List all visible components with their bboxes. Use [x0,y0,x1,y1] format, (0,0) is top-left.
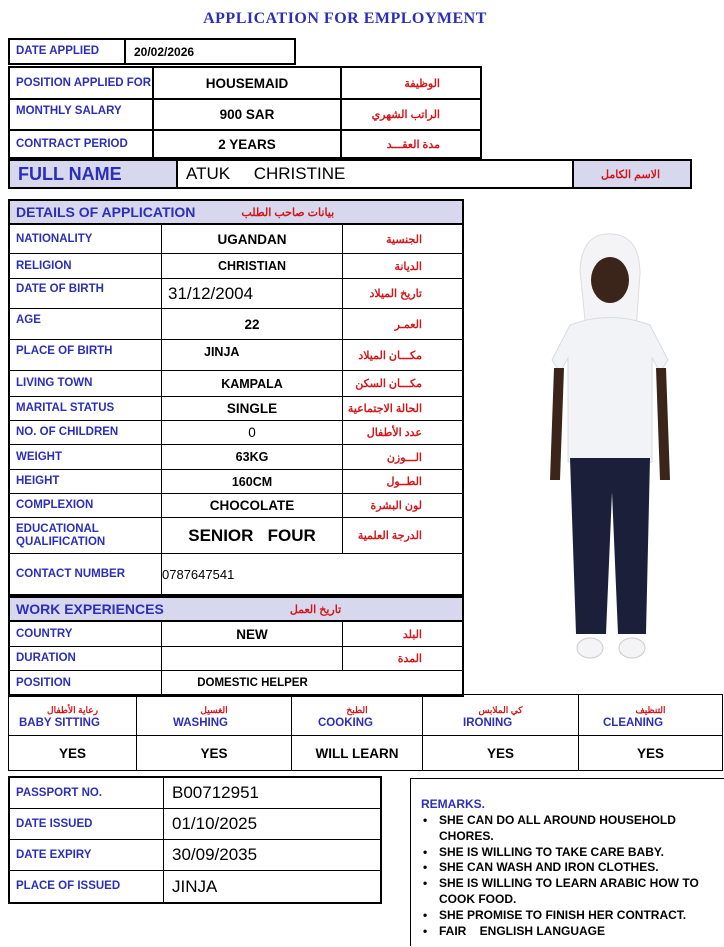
nationality-value: UGANDAN [162,225,343,253]
details-heading [8,199,464,225]
contract-value: 2 YEARS [152,129,342,159]
skill-value: YES [137,736,292,770]
children-arabic: عدد الأطفال [366,427,422,439]
dob-arabic: تاريخ الميلاد [369,288,422,300]
work-heading [8,596,464,622]
skill-value: YES [423,736,579,770]
full-name-label: FULL NAME [8,159,178,189]
age-arabic: العمـر [394,318,422,331]
date-applied-value: 20/02/2026 [124,38,296,65]
table-row [10,494,462,518]
height-label: HEIGHT [10,470,162,493]
details-heading-arabic: بيانات صاحب الطلب [241,206,335,219]
date-expiry-value: 30/09/2035 [172,845,258,864]
dob-value: 31/12/2004 [162,279,343,308]
contact-label: CONTACT NUMBER [10,554,162,594]
dob-label: DATE OF BIRTH [10,279,162,308]
contract-label: CONTRACT PERIOD [8,129,154,159]
living-town-arabic: مكـــان السكن [355,378,422,390]
table-row [10,397,462,421]
contact-value: 0787647541 [162,566,235,582]
date-expiry-label: DATE EXPIRY [10,840,164,870]
table-row [10,279,462,309]
table-row [10,421,462,445]
table-row [10,840,380,871]
nationality-label: NATIONALITY [10,225,162,253]
table-row [10,554,462,594]
place-issued-label: PLACE OF ISSUED [10,871,164,902]
table-row [10,871,380,902]
list-item: • SHE PROMISE TO FINISH HER CONTRACT. [421,908,724,924]
children-value: 0 [162,421,343,444]
skill-value: YES [636,745,664,761]
skill-label: COOKING [318,717,373,729]
living-town-label: LIVING TOWN [10,371,162,396]
contract-arabic: مدة العقـــد [340,129,482,159]
height-value: 160CM [162,470,343,493]
table-row [10,518,462,554]
height-arabic: الطــول [386,476,422,488]
remarks-list [421,813,724,939]
religion-arabic: الديانة [394,260,422,273]
marital-status-label: MARITAL STATUS [10,397,162,420]
duration-value [162,647,343,670]
place-of-birth-label: PLACE OF BIRTH [10,340,162,370]
complexion-arabic: لون البشرة [370,500,422,512]
passport-no-value: B00712951 [172,783,259,802]
list-item: • SHE IS WILLING TO TAKE CARE BABY. [421,845,724,861]
salary-label: MONTHLY SALARY [8,98,154,131]
remarks-title: REMARKS. [421,797,486,811]
skill-header [9,695,137,735]
skill-header [579,695,722,735]
list-item: • FAIR ENGLISH LANGUAGE [421,924,724,940]
work-position-value: DOMESTIC HELPER [197,677,308,689]
weight-label: WEIGHT [10,445,162,469]
skill-arabic: رعاية الأطفال [47,705,98,715]
living-town-value: KAMPALA [162,371,343,396]
complexion-value: CHOCOLATE [162,494,343,517]
table-row [10,340,462,371]
table-row [10,309,462,340]
list-item: • SHE IS WILLING TO LEARN ARABIC HOW TO COOK FOOD. [421,876,724,908]
duration-label: DURATION [10,647,162,670]
page-title: APPLICATION FOR EMPLOYMENT [203,10,487,27]
skill-label: CLEANING [603,717,664,729]
position-value: HOUSEMAID [152,66,342,100]
nationality-arabic: الجنسية [386,233,422,246]
person-photo-icon [530,230,690,670]
skill-header [292,695,423,735]
duration-arabic: المدة [397,653,422,665]
table-row [10,671,462,695]
details-table [8,223,464,596]
education-value: SENIOR FOUR [162,518,343,553]
table-row [10,445,462,470]
skill-value: WILL LEARN [292,736,423,770]
work-table [8,620,464,697]
children-label: NO. OF CHILDREN [10,421,162,444]
education-label: EDUCATIONAL QUALIFICATION [10,518,162,553]
religion-label: RELIGION [10,254,162,278]
work-position-label: POSITION [10,671,162,695]
skill-label: IRONING [463,717,513,729]
list-item: • SHE CAN WASH AND IRON CLOTHES. [421,860,724,876]
skills-table [8,694,723,771]
skill-label: BABY SITTING [19,717,100,729]
date-applied-label: DATE APPLIED [8,38,126,65]
age-value: 22 [162,309,343,339]
table-row [10,647,462,671]
place-of-birth-value: JINJA [162,340,343,370]
full-name-arabic: الاسم الكامل [572,159,692,189]
skill-header [423,695,579,735]
place-issued-value: JINJA [172,876,218,896]
marital-status-arabic: الحالة الاجتماعية [347,403,422,415]
remarks-box [410,778,724,946]
religion-value: CHRISTIAN [162,254,343,278]
table-row [10,225,462,254]
table-row [10,778,380,809]
table-row [10,371,462,397]
salary-value: 900 SAR [152,98,342,131]
skill-arabic: الغسيل [200,705,228,715]
skill-header [137,695,292,735]
full-name-value: ATUK CHRISTINE [176,159,574,189]
salary-arabic: الراتب الشهري [340,98,482,131]
passport-table [8,776,382,904]
details-heading-text: DETAILS OF APPLICATION [16,204,196,220]
skill-value: YES [9,736,137,770]
place-of-birth-arabic: مكـــان الميلاد [358,349,422,362]
weight-value: 63KG [162,445,343,469]
education-arabic: الدرجة العلمية [357,530,422,542]
marital-status-value: SINGLE [162,397,343,420]
country-arabic: البلد [402,628,422,641]
age-label: AGE [10,309,162,339]
table-row [10,470,462,494]
weight-arabic: الـــوزن [386,451,422,464]
work-heading-text: WORK EXPERIENCES [16,601,164,617]
complexion-label: COMPLEXION [10,494,162,517]
skill-arabic: الطبخ [346,705,368,715]
passport-no-label: PASSPORT NO. [10,778,164,808]
table-row [10,622,462,647]
date-issued-label: DATE ISSUED [10,809,164,839]
country-label: COUNTRY [10,622,162,646]
skill-arabic: كي الملابس [478,705,523,715]
date-issued-value: 01/10/2025 [172,814,258,833]
table-row [10,809,380,840]
position-label: POSITION APPLIED FOR [8,66,154,100]
list-item: • SHE CAN DO ALL AROUND HOUSEHOLD CHORES. [421,813,724,845]
table-row [10,254,462,279]
skill-label: WASHING [173,717,228,729]
skill-arabic: التنظيف [635,705,666,715]
work-heading-arabic: تاريخ العمل [289,603,342,616]
country-value: NEW [162,622,343,646]
position-arabic: الوظيفة [340,66,482,100]
